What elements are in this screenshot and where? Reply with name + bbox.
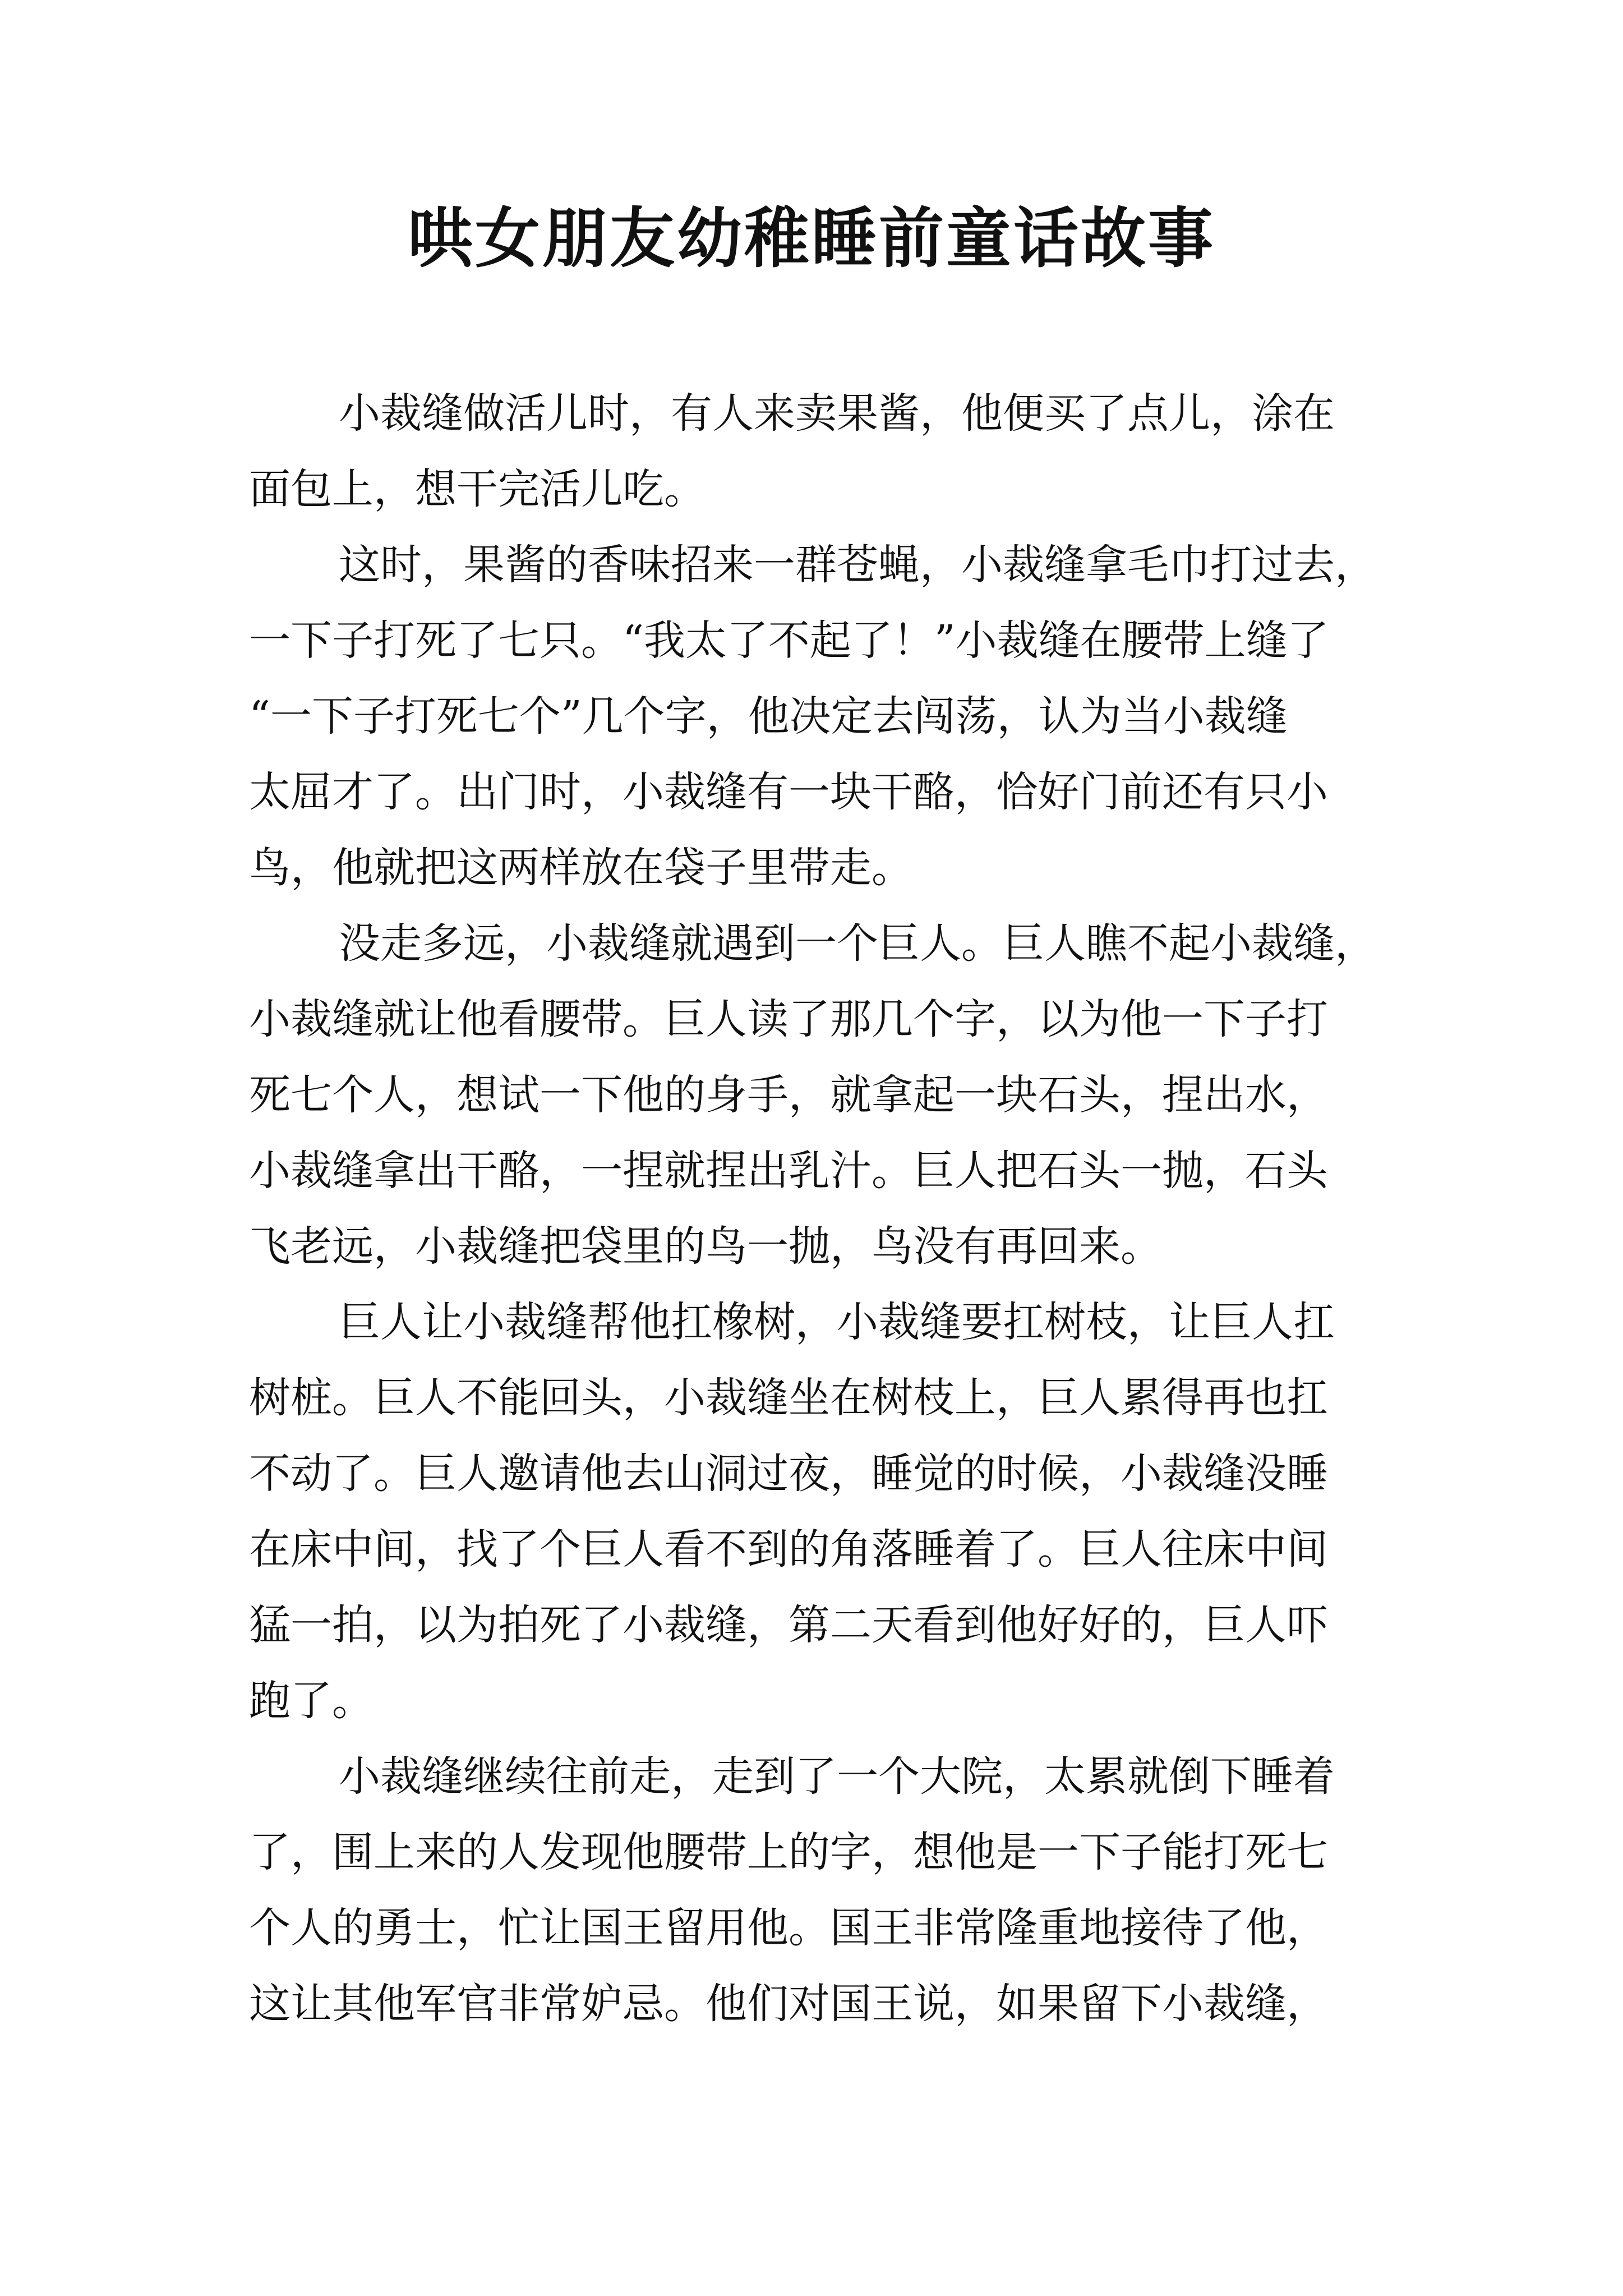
- text-line: 小裁缝拿出干酪，一捏就捏出乳汁。巨人把石头一抛，石头: [249, 1147, 1328, 1195]
- text-line: 小裁缝做活儿时，有人来卖果酱，他便买了点儿，涂在: [339, 389, 1335, 438]
- text-line: 树桩。巨人不能回头，小裁缝坐在树枝上，巨人累得再也扛: [249, 1374, 1328, 1422]
- page-title: 哄女朋友幼稚睡前童话故事: [408, 200, 1215, 277]
- text-line: 死七个人，想试一下他的身手，就拿起一块石头，捏出水，: [249, 1071, 1328, 1119]
- text-line: 在床中间，找了个巨人看不到的角落睡着了。巨人往床中间: [249, 1525, 1328, 1573]
- text-line: 这时，果酱的香味招来一群苍蝇，小裁缝拿毛巾打过去，: [339, 541, 1376, 589]
- text-line: 鸟，他就把这两样放在袋子里带走。: [249, 844, 913, 892]
- text-line: 猛一拍，以为拍死了小裁缝，第二天看到他好好的，巨人吓: [249, 1601, 1328, 1649]
- text-line: 飞老远，小裁缝把袋里的鸟一抛，鸟没有再回来。: [249, 1222, 1162, 1271]
- text-line: 没走多远，小裁缝就遇到一个巨人。巨人瞧不起小裁缝，: [339, 919, 1376, 968]
- text-line: 不动了。巨人邀请他去山洞过夜，睡觉的时候，小裁缝没睡: [249, 1450, 1328, 1498]
- text-line: 小裁缝继续往前走，走到了一个大院，太累就倒下睡着: [339, 1752, 1335, 1801]
- text-line: 小裁缝就让他看腰带。巨人读了那几个字，以为他一下子打: [249, 995, 1328, 1043]
- text-line: “一下子打死七个”几个字，他决定去闯荡，认为当小裁缝: [249, 692, 1288, 740]
- story-body: [249, 376, 1393, 2042]
- text-line: 跑了。: [249, 1677, 374, 1725]
- text-line: 面包上，想干完活儿吃。: [249, 465, 706, 513]
- text-line: 巨人让小裁缝帮他扛橡树，小裁缝要扛树枝，让巨人扛: [339, 1298, 1335, 1346]
- text-line: 了，围上来的人发现他腰带上的字，想他是一下子能打死七: [249, 1828, 1328, 1876]
- text-line: 这让其他军官非常妒忌。他们对国王说，如果留下小裁缝，: [249, 1980, 1328, 2028]
- text-line: 太屈才了。出门时，小裁缝有一块干酪，恰好门前还有只小: [249, 768, 1328, 816]
- text-line: 一下子打死了七只。“我太了不起了！”小裁缝在腰带上缝了: [249, 616, 1329, 665]
- text-line: 个人的勇士，忙让国王留用他。国王非常隆重地接待了他，: [249, 1904, 1328, 1952]
